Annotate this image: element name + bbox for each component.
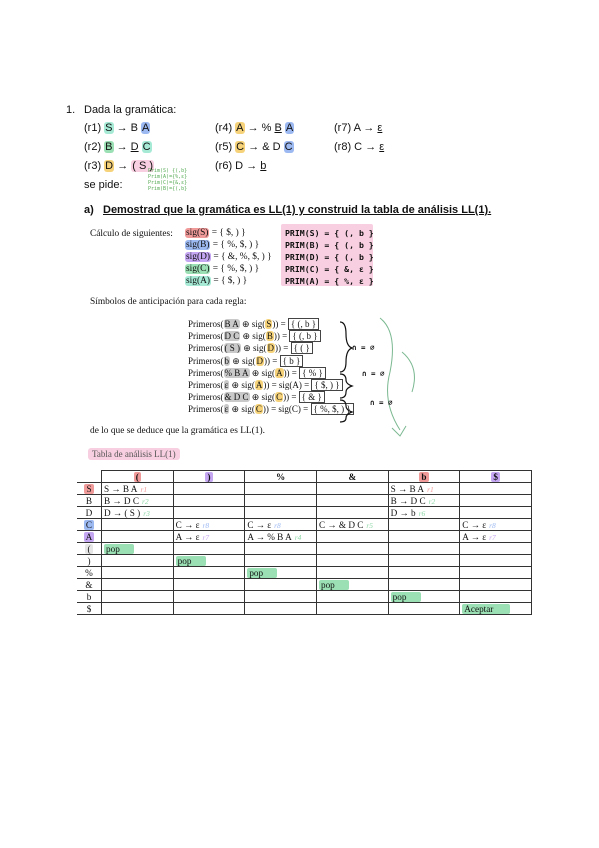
table-cell: C → & D C r5 [316,519,388,531]
scribble-notes: Prim(S) {(,b} Prim(A)={%,ε} Prim(C)={&,ε} Prim(B)={(,b} [148,168,188,192]
hand-note-1: ∩ = ∅ [352,343,375,352]
table-cell [316,543,388,555]
table-title: Tabla de análisis LL(1) [88,448,180,460]
table-cell [102,555,174,567]
production-r8: (r8) C → ε [334,141,385,153]
table-cell [173,543,245,555]
table-cell [316,567,388,579]
production-r2: (r2) B → D C [84,141,151,153]
anticipacion-list [188,318,354,416]
row-header-cell: S [77,483,102,495]
table-cell: C → ε r8 [245,519,317,531]
table-cell: S → B A r1 [388,483,460,495]
table-cell [245,591,317,603]
table-cell [316,603,388,615]
table-cell [316,495,388,507]
table-cell [102,603,174,615]
ask-label: se pide: [84,179,123,191]
col-header-amp: & [316,471,388,483]
table-cell [102,519,174,531]
table-cell: C → ε r8 [173,519,245,531]
table-cell: pop [245,567,317,579]
table-cell [388,603,460,615]
table-cell: pop [316,579,388,591]
exercise-intro: Dada la gramática: [84,104,177,116]
part-a-title: Demostrad que la gramática es LL(1) y construid la tabla de análisis LL(1). [103,204,492,216]
table-cell [173,495,245,507]
table-cell [460,555,532,567]
table-cell: B → D C r2 [388,495,460,507]
table-body [77,483,532,615]
col-header-b: b [388,471,460,483]
antic-row-8: Primeros(ε ⊕ sig(C)) = sig(C) = { %, $, ) } [188,403,354,415]
table-cell [245,507,317,519]
table-cell [388,567,460,579]
table-cell [173,507,245,519]
table-row [77,543,532,555]
table-cell [460,483,532,495]
table-cell: D → ( S ) r3 [102,507,174,519]
table-cell [245,483,317,495]
production-r6: (r6) D → b [215,160,267,172]
table-cell: B → D C r2 [102,495,174,507]
table-cell [102,567,174,579]
table-row [77,507,532,519]
table-cell [388,555,460,567]
table-cell [388,543,460,555]
antic-row-1: Primeros(B A ⊕ sig(S)) = { (, b } [188,318,354,330]
row-header-cell: D [77,507,102,519]
sig-row-s: sig(S) = { $, ) } [186,228,246,238]
table-cell [173,591,245,603]
col-header-percent: % [245,471,317,483]
row-header-cell: ( [77,543,102,555]
row-header-cell: C [77,519,102,531]
table-cell [460,591,532,603]
siguientes-label: Cálculo de siguientes: [90,229,173,239]
table-cell [102,579,174,591]
table-cell [245,603,317,615]
table-cell: pop [173,555,245,567]
table-cell [388,519,460,531]
row-header-cell: A [77,531,102,543]
sig-row-d: sig(D) = { &, %, $, ) } [186,252,272,262]
primeros-hand: PRIM(S) = { (, b } PRIM(B) = { (, b } PRIM(D) = { (, b } PRIM(C) = { &, ε } PRIM(A) = { %, ε } [285,228,374,286]
table-cell [316,507,388,519]
table-cell [316,591,388,603]
row-header-cell: $ [77,603,102,615]
table-cell [316,531,388,543]
table-row [77,579,532,591]
table-cell: Aceptar [460,603,532,615]
exercise-number: 1. [66,104,76,116]
row-header-cell: b [77,591,102,603]
table-cell: A → % B A r4 [245,531,317,543]
ll1-table [77,470,532,615]
col-header-open-paren: ( [102,471,174,483]
table-cell: pop [102,543,174,555]
production-r5: (r5) C → & D C [215,141,293,153]
sig-row-b: sig(B) = { %, $, ) } [186,240,260,250]
table-row [77,603,532,615]
antic-row-7: Primeros(& D C ⊕ sig(C)) = { & } [188,391,354,403]
table-cell [173,567,245,579]
conclusion-text: de lo que se deduce que la gramática es LL(1). [90,426,265,436]
table-row [77,531,532,543]
anticipacion-label: Símbolos de anticipación para cada regla: [90,297,247,307]
antic-row-6: Primeros(ε ⊕ sig(A)) = sig(A) = { $, ) } [188,379,354,391]
sig-row-c: sig(C) = { %, $, ) } [186,264,260,274]
antic-row-2: Primeros(D C ⊕ sig(B)) = { (, b } [188,330,354,342]
siguientes-list [185,227,272,287]
sig-row-a: sig(A) = { $, ) } [186,276,248,286]
col-header-dollar: $ [460,471,532,483]
table-cell [102,531,174,543]
row-header-cell: ) [77,555,102,567]
table-cell: D → b r6 [388,507,460,519]
table-cell [245,555,317,567]
table-cell [245,495,317,507]
table-cell [102,591,174,603]
table-cell [173,579,245,591]
table-cell [245,543,317,555]
table-cell: C → ε r8 [460,519,532,531]
table-header-row [77,471,532,483]
table-cell [460,567,532,579]
table-row [77,519,532,531]
hand-note-3: ∩ = ∅ [370,398,393,407]
table-cell [173,483,245,495]
production-r4: (r4) A → % B A [215,122,294,134]
table-row [77,495,532,507]
row-header-cell: & [77,579,102,591]
col-header-close-paren: ) [173,471,245,483]
table-cell: A → ε r7 [173,531,245,543]
table-row [77,591,532,603]
table-cell [460,507,532,519]
table-cell: A → ε r7 [460,531,532,543]
part-a-label: a) [84,204,94,216]
production-r1: (r1) S → B A [84,122,150,134]
table-row [77,555,532,567]
table-cell [460,543,532,555]
antic-row-5: Primeros(% B A ⊕ sig(A)) = { % } [188,367,354,379]
row-header-cell: % [77,567,102,579]
table-cell [245,579,317,591]
antic-row-4: Primeros(b ⊕ sig(D)) = { b } [188,355,354,367]
row-header-cell: B [77,495,102,507]
hand-braces [330,312,460,442]
hand-note-2: ∩ = ∅ [362,369,385,378]
table-cell [388,579,460,591]
table-cell: pop [388,591,460,603]
production-r7: (r7) A → ε [334,122,383,134]
table-cell: S → B A r1 [102,483,174,495]
table-cell [460,495,532,507]
antic-row-3: Primeros(( S ) ⊕ sig(D)) = { ( } [188,342,354,354]
table-cell [460,579,532,591]
table-row [77,483,532,495]
table-row [77,567,532,579]
table-cell [173,603,245,615]
table-cell [316,483,388,495]
corner-cell [77,471,102,483]
table-cell [316,555,388,567]
production-r3: (r3) D → ( S ) [84,160,154,172]
table-cell [388,531,460,543]
